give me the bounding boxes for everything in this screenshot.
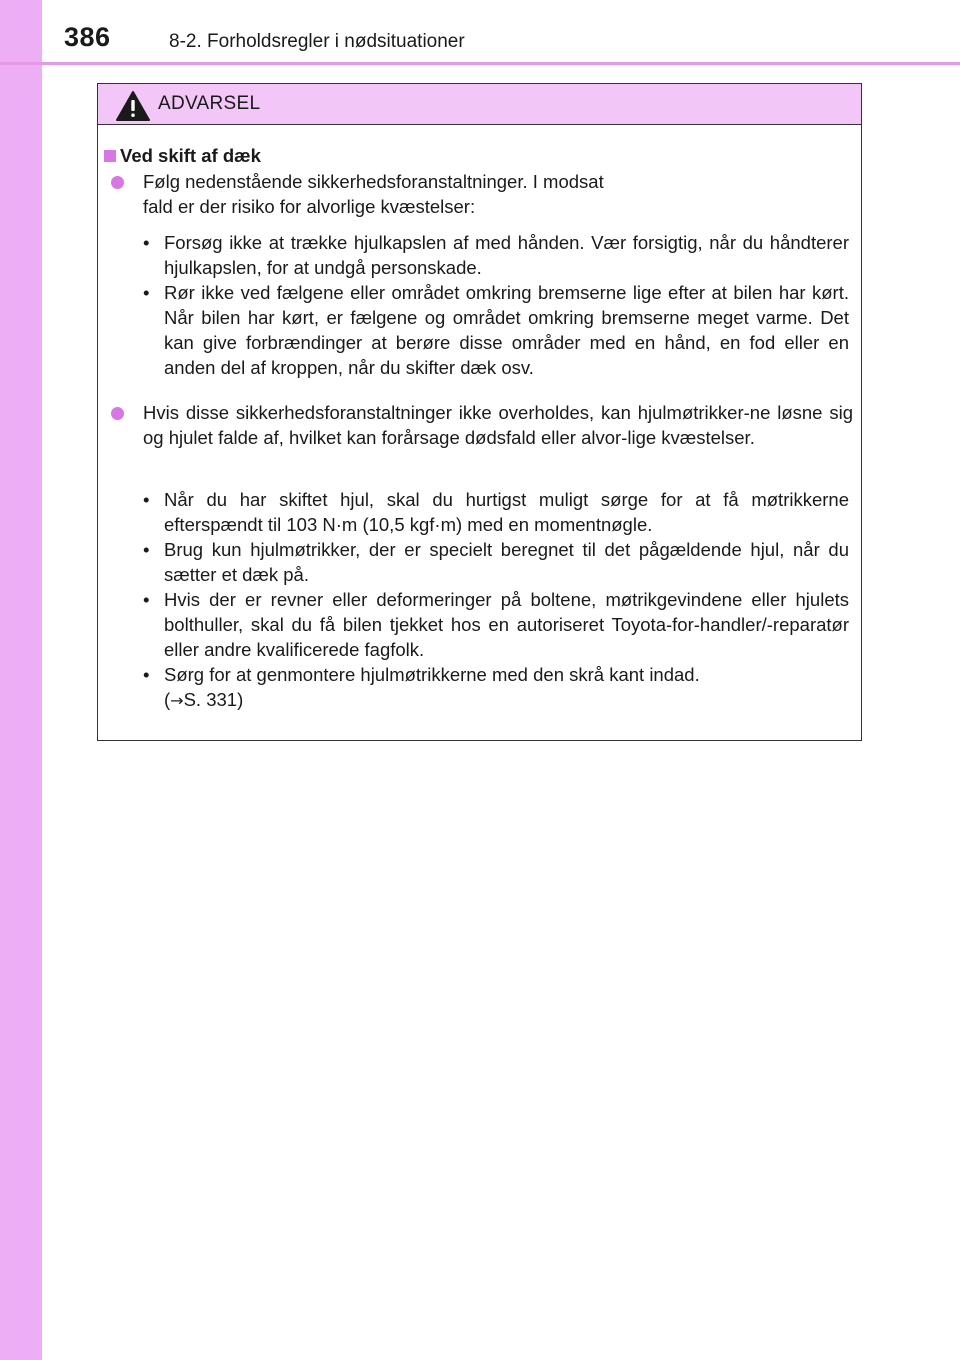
heading-square-icon: [104, 150, 116, 162]
list-item: [143, 487, 849, 537]
bullet-mark: •: [143, 589, 150, 610]
bullet-mark: •: [143, 489, 150, 510]
side-strip: [0, 0, 42, 1360]
list-item: [143, 587, 849, 662]
warning-box: [97, 83, 862, 741]
bullet-mark: •: [143, 664, 150, 685]
bullet-mark: •: [143, 232, 150, 253]
bullet-mark: •: [143, 539, 150, 560]
warning-heading: Ved skift af dæk: [120, 145, 261, 166]
item-1-text: Følg nedenstående sikkerhedsforanstaltninger. I modsat fald er der risiko for alvorlige kvæstelser:: [143, 171, 604, 217]
bullet-text-main: Sørg for at genmontere hjulmøtrikkerne med den skrå kant indad.: [164, 664, 700, 685]
bullet-text: Hvis der er revner eller deformeringer på boltene, møtrikgevindene eller hjulets bolthuller, skal du få bilen tjekket hos en autoriseret Toyota-for-handler/-reparatør eller andre kvalificerede fagfolk.: [164, 589, 849, 660]
list-item: [143, 280, 849, 380]
warning-triangle-icon: [115, 90, 151, 122]
bullet-text: Når du har skiftet hjul, skal du hurtigst muligt sørge for at få møtrikkerne efterspændt til 103 N·m (10,5 kgf·m) med en momentnøgle.: [164, 489, 849, 535]
header-rule: [0, 62, 960, 65]
bullet-text: Sørg for at genmontere hjulmøtrikkerne med den skrå kant indad. (→S. 331): [164, 664, 700, 710]
bullet-text: Brug kun hjulmøtrikker, der er specielt beregnet til det pågældende hjul, når du sætter et dæk på.: [164, 539, 849, 585]
item-2-text: Hvis disse sikkerhedsforanstaltninger ikke overholdes, kan hjulmøtrikker-ne løsne sig og hjulet falde af, hvilket kan forårsage dødsfald eller alvor-lige kvæstelser.: [143, 402, 853, 448]
bullet-text: Forsøg ikke at trække hjulkapslen af med hånden. Vær forsigtig, når du håndterer hjulkapslen, for at undgå personskade.: [164, 232, 849, 278]
section-title: 8-2. Forholdsregler i nødsituationer: [169, 31, 465, 52]
list-item: [143, 662, 849, 713]
page-number: 386: [64, 22, 111, 52]
reference-arrow: →: [170, 691, 184, 710]
list-item: [143, 537, 849, 587]
page-reference-link[interactable]: S. 331: [183, 689, 238, 710]
bullet-dot-icon: [111, 407, 124, 420]
list-item: [143, 230, 849, 280]
bullet-mark: •: [143, 282, 150, 303]
bullet-dot-icon: [111, 176, 124, 189]
warning-label: ADVARSEL: [158, 93, 261, 114]
warning-header: [98, 84, 861, 125]
bullet-text: Rør ikke ved fælgene eller området omkring bremserne lige efter at bilen har kørt. Når bilen har kørt, er fælgene og området omkring bremserne meget varme. Det kan give forbrændinger at berøre disse områder med en hånd, en fod eller en anden del af kroppen, når du skifter dæk osv.: [164, 282, 849, 378]
